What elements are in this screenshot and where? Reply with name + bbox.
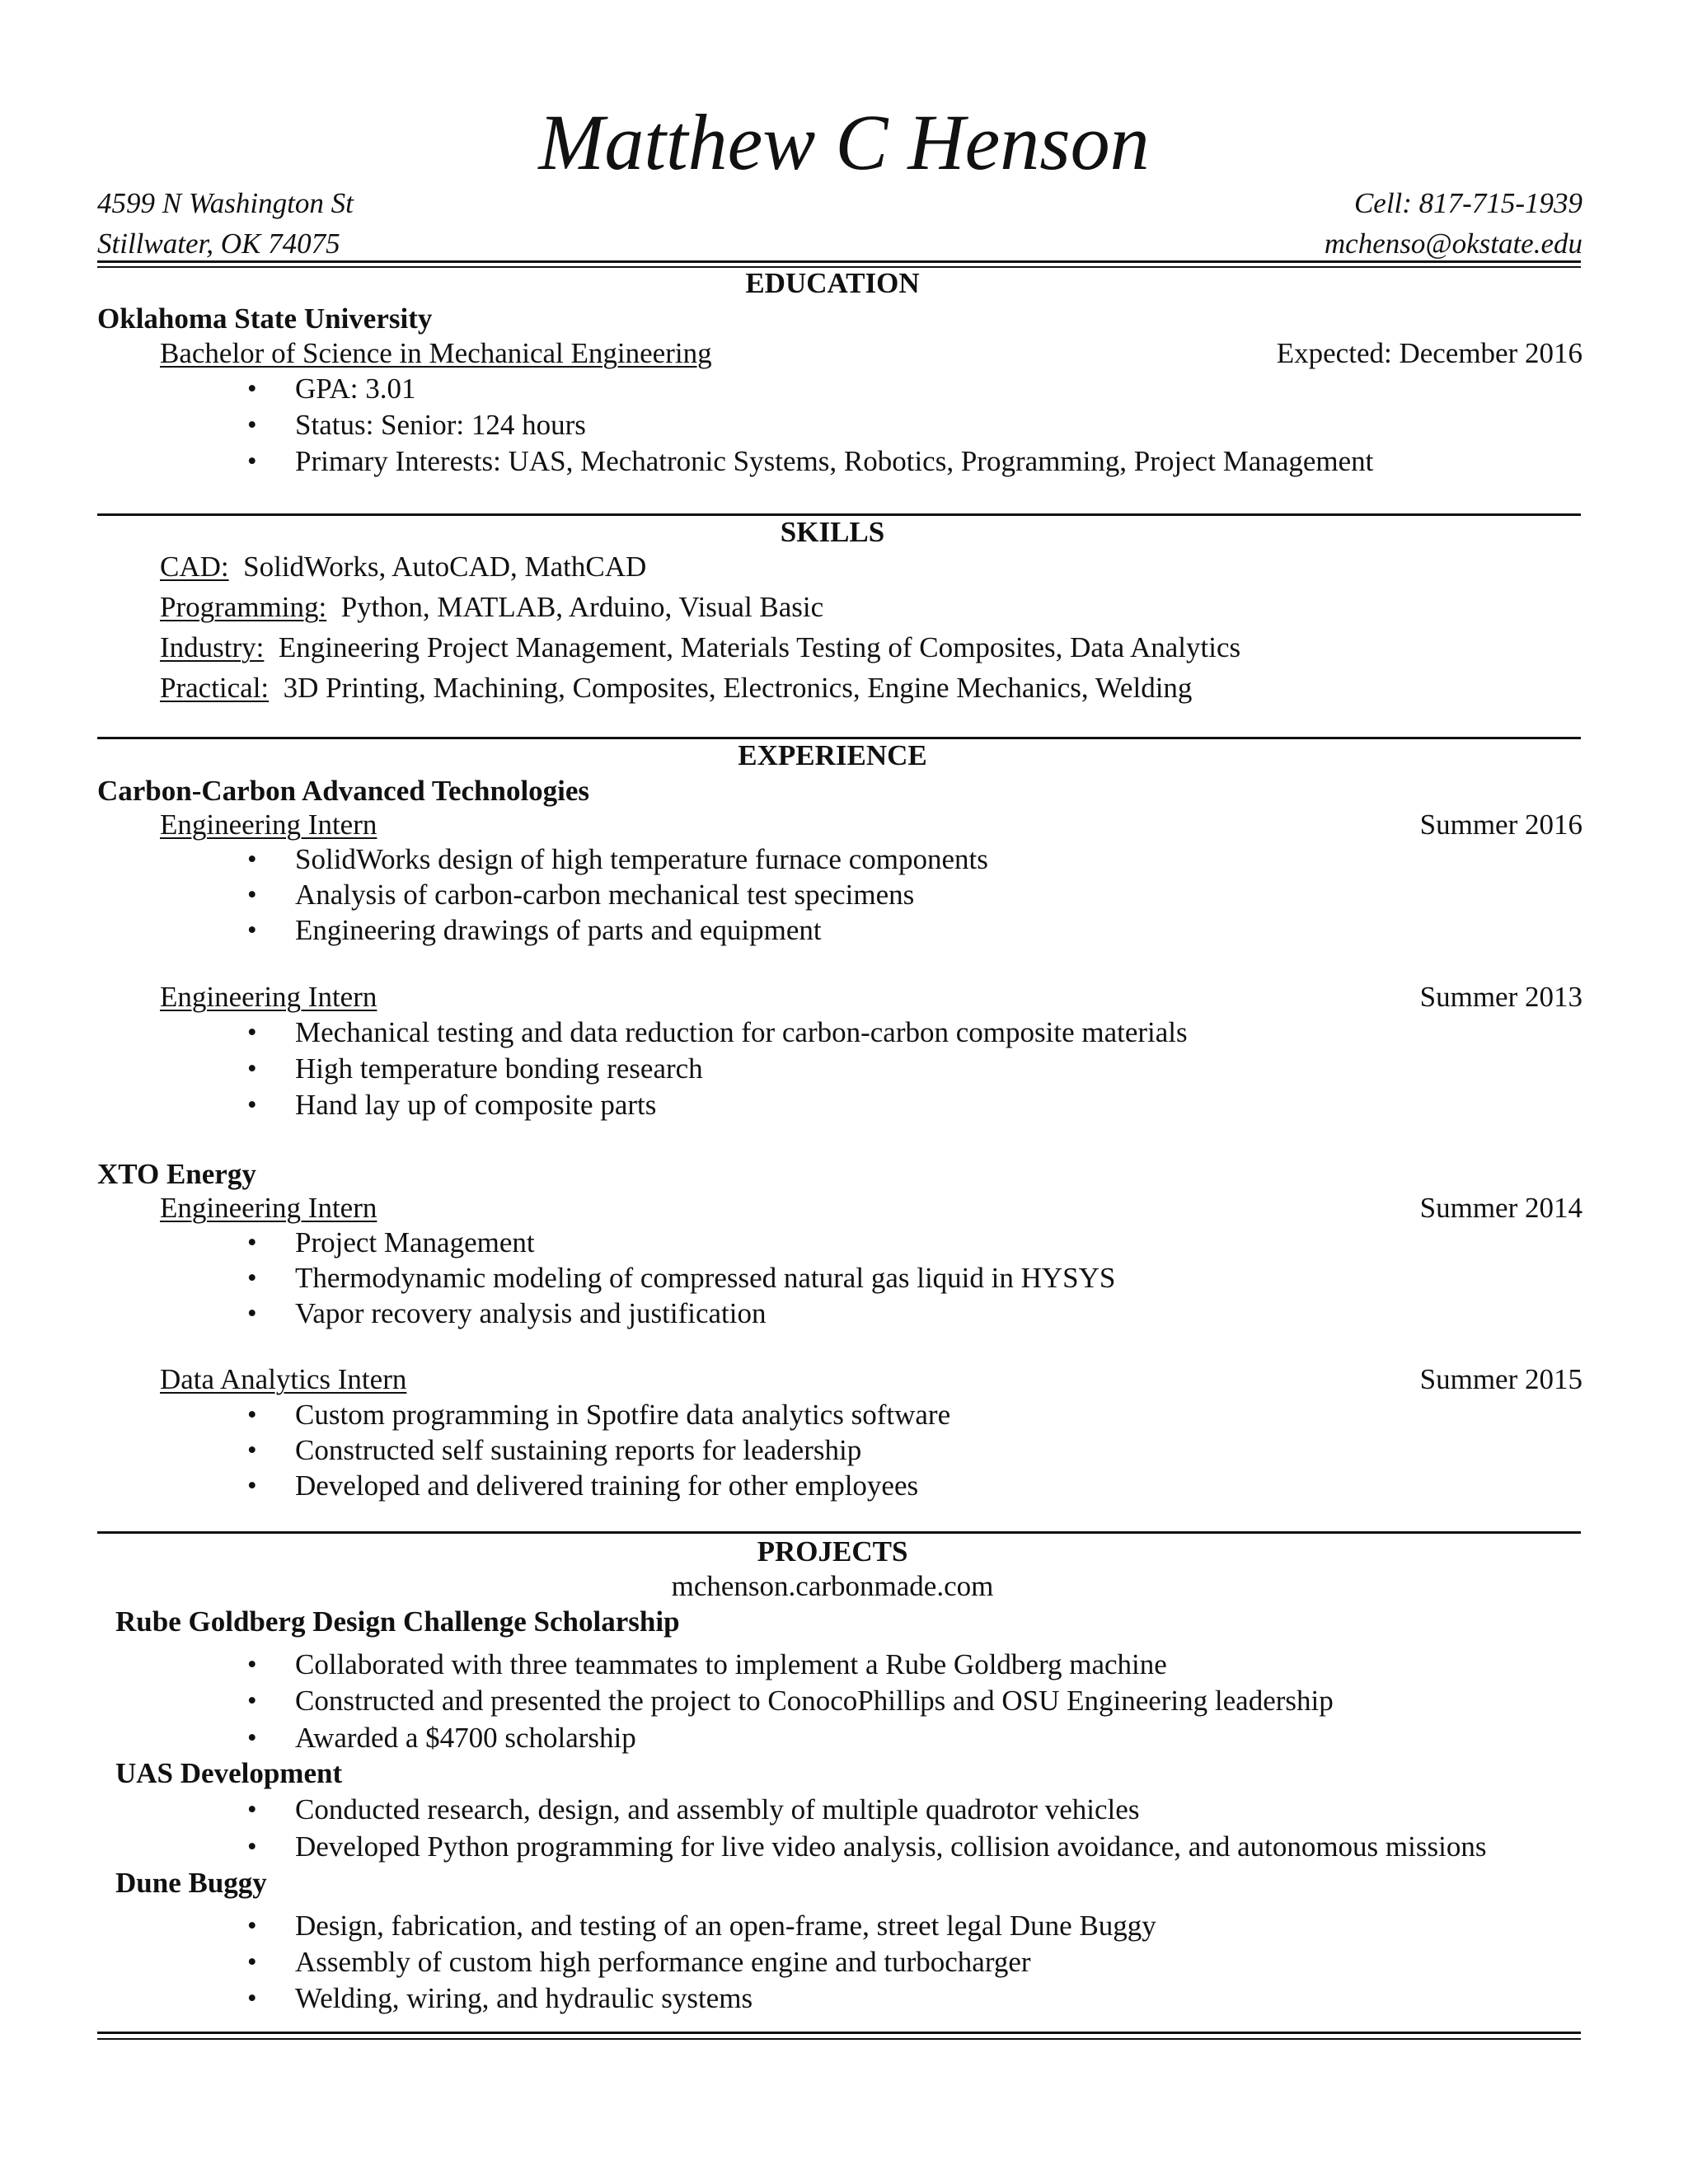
- skills-heading: SKILLS: [780, 516, 885, 548]
- bullet-glyph: •: [247, 845, 257, 874]
- bullet-glyph: •: [247, 1795, 257, 1825]
- skill-value: Engineering Project Management, Materials Testing of Composites, Data Analytics: [264, 631, 1241, 663]
- experience-org: Carbon-Carbon Advanced Technologies: [97, 775, 590, 807]
- education-school: Oklahoma State University: [97, 302, 433, 335]
- skill-value: 3D Printing, Machining, Composites, Electronics, Engine Mechanics, Welding: [269, 672, 1193, 704]
- education-heading: EDUCATION: [745, 267, 920, 299]
- job-bullet: Engineering drawings of parts and equipment: [295, 914, 822, 946]
- job-bullet: Hand lay up of composite parts: [295, 1089, 657, 1121]
- bullet-glyph: •: [247, 916, 257, 945]
- bullet-glyph: •: [247, 447, 257, 476]
- bullet-glyph: •: [247, 1228, 257, 1258]
- experience-org: XTO Energy: [97, 1158, 256, 1190]
- bullet-glyph: •: [247, 1984, 257, 2013]
- job-bullet: Thermodynamic modeling of compressed natural gas liquid in HYSYS: [295, 1262, 1116, 1294]
- job-bullet: Project Management: [295, 1226, 535, 1258]
- bullet-glyph: •: [247, 1686, 257, 1716]
- bullet-glyph: •: [247, 880, 257, 910]
- project-bullet: Conducted research, design, and assembly of multiple quadrotor vehicles: [295, 1793, 1140, 1825]
- project-bullet: Developed Python programming for live video analysis, collision avoidance, and autonomous missions: [295, 1830, 1487, 1863]
- job-date: Summer 2014: [1419, 1192, 1582, 1224]
- skill-line-programming: [160, 589, 823, 626]
- project-title: UAS Development: [115, 1757, 343, 1789]
- portfolio-link[interactable]: mchenson.carbonmade.com: [671, 1570, 994, 1602]
- job-bullet: Vapor recovery analysis and justification: [295, 1297, 767, 1329]
- education-degree: Bachelor of Science in Mechanical Engineering: [160, 337, 712, 369]
- skill-label: Industry:: [160, 631, 265, 663]
- address-line-1: 4599 N Washington St: [97, 187, 354, 219]
- project-bullet: Awarded a $4700 scholarship: [295, 1722, 636, 1754]
- bullet-glyph: •: [247, 374, 257, 404]
- bullet-glyph: •: [247, 1054, 257, 1084]
- job-bullet: Constructed self sustaining reports for leadership: [295, 1434, 862, 1466]
- cell-phone: Cell: 817-715-1939: [1353, 187, 1582, 219]
- project-title: Dune Buggy: [115, 1867, 267, 1899]
- bullet-glyph: •: [247, 1299, 257, 1329]
- skill-label: Programming:: [160, 591, 327, 623]
- footer-rule-bottom: [97, 2038, 1581, 2040]
- projects-heading: PROJECTS: [757, 1535, 908, 1568]
- job-bullet: Developed and delivered training for other employees: [295, 1469, 919, 1502]
- skill-value: Python, MATLAB, Arduino, Visual Basic: [326, 591, 824, 623]
- bullet-glyph: •: [247, 1723, 257, 1753]
- address-line-2: Stillwater, OK 74075: [97, 227, 340, 260]
- skill-value: SolidWorks, AutoCAD, MathCAD: [228, 551, 647, 583]
- bullet-glyph: •: [247, 1832, 257, 1862]
- job-date: Summer 2013: [1419, 981, 1582, 1013]
- job-bullet: SolidWorks design of high temperature furnace components: [295, 843, 988, 875]
- project-bullet: Welding, wiring, and hydraulic systems: [295, 1982, 753, 2014]
- bullet-glyph: •: [247, 1436, 257, 1465]
- job-role: Engineering Intern: [160, 1192, 377, 1224]
- job-date: Summer 2016: [1419, 808, 1582, 841]
- header-rule-top: [97, 260, 1581, 263]
- job-role: Data Analytics Intern: [160, 1363, 407, 1395]
- education-bullet: Status: Senior: 124 hours: [295, 409, 586, 441]
- job-bullet: Mechanical testing and data reduction for carbon-carbon composite materials: [295, 1016, 1188, 1048]
- bullet-glyph: •: [247, 1263, 257, 1293]
- bullet-glyph: •: [247, 1090, 257, 1120]
- project-bullet: Collaborated with three teammates to implement a Rube Goldberg machine: [295, 1648, 1167, 1680]
- footer-rule-top: [97, 2032, 1581, 2034]
- project-title: Rube Goldberg Design Challenge Scholarship: [115, 1605, 680, 1638]
- skill-line-industry: [160, 630, 1240, 666]
- email-address: mchenso@okstate.edu: [1324, 227, 1582, 260]
- experience-heading: EXPERIENCE: [738, 739, 927, 771]
- bullet-glyph: •: [247, 1911, 257, 1941]
- education-bullet: GPA: 3.01: [295, 373, 416, 405]
- project-bullet: Assembly of custom high performance engine and turbocharger: [295, 1946, 1031, 1978]
- resume-name: Matthew C Henson: [538, 98, 1150, 186]
- bullet-glyph: •: [247, 1650, 257, 1680]
- bullet-glyph: •: [247, 1018, 257, 1047]
- job-role: Engineering Intern: [160, 808, 377, 841]
- job-bullet: Custom programming in Spotfire data analytics software: [295, 1399, 951, 1431]
- job-date: Summer 2015: [1419, 1363, 1582, 1395]
- project-bullet: Constructed and presented the project to ConocoPhillips and OSU Engineering leadership: [295, 1685, 1334, 1717]
- skill-line-cad: [160, 549, 646, 585]
- skill-line-practical: [160, 670, 1192, 706]
- bullet-glyph: •: [247, 410, 257, 440]
- bullet-glyph: •: [247, 1947, 257, 1977]
- job-role: Engineering Intern: [160, 981, 377, 1013]
- education-date: Expected: December 2016: [1276, 337, 1582, 369]
- project-bullet: Design, fabrication, and testing of an open-frame, street legal Dune Buggy: [295, 1910, 1156, 1942]
- skill-label: Practical:: [160, 672, 270, 704]
- job-bullet: Analysis of carbon-carbon mechanical test specimens: [295, 879, 915, 911]
- job-bullet: High temperature bonding research: [295, 1052, 703, 1085]
- education-bullet: Primary Interests: UAS, Mechatronic Systems, Robotics, Programming, Project Management: [295, 445, 1374, 477]
- skill-label: CAD:: [160, 551, 229, 583]
- bullet-glyph: •: [247, 1471, 257, 1501]
- bullet-glyph: •: [247, 1400, 257, 1430]
